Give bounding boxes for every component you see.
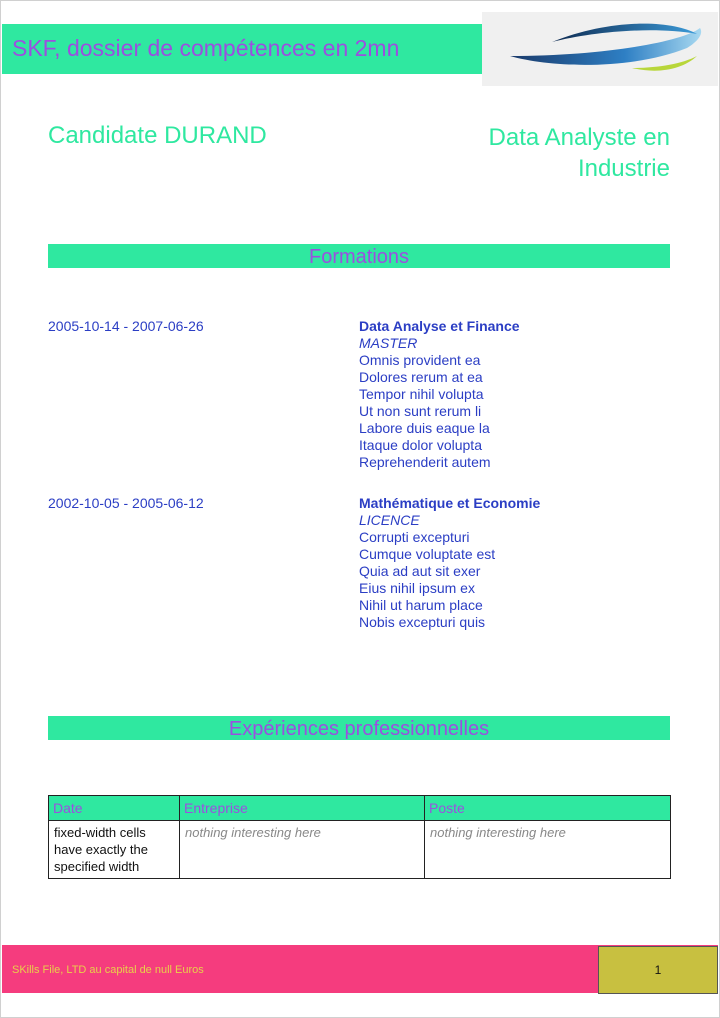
formation-1-line: Itaque dolor volupta <box>359 437 482 453</box>
company-logo <box>482 12 718 86</box>
formation-1-line: Reprehenderit autem <box>359 454 491 470</box>
experience-table-header <box>49 796 671 821</box>
footer-company-text: SKills File, LTD au capital de null Euros <box>12 964 204 976</box>
job-title: Data Analyste en Industrie <box>488 124 670 182</box>
page-number: 1 <box>654 963 662 977</box>
formation-2-degree: LICENCE <box>359 512 420 528</box>
formation-1-line: Ut non sunt rerum li <box>359 403 482 419</box>
formation-1-line: Omnis provident ea <box>359 352 481 368</box>
experience-table <box>48 795 671 879</box>
formation-1-title: Data Analyse et Finance <box>359 318 520 334</box>
section-experiences <box>48 716 670 740</box>
formation-2-line: Quia ad aut sit exer <box>359 563 481 579</box>
formation-2-dates: 2002-10-05 - 2005-06-12 <box>48 495 204 511</box>
formation-1-line: Labore duis eaque la <box>359 420 490 436</box>
formation-1-line: Tempor nihil volupta <box>359 386 484 402</box>
formation-2-line: Nihil ut harum place <box>359 597 483 613</box>
section-formations <box>48 244 670 268</box>
table-row <box>49 821 671 879</box>
logo-swoosh-icon <box>482 12 718 86</box>
formation-2-line: Cumque voluptate est <box>359 546 496 562</box>
formation-2-line: Nobis excepturi quis <box>359 614 486 630</box>
section-formations-title: Formations <box>308 246 410 268</box>
formation-1-degree: MASTER <box>359 335 418 351</box>
candidate-name: Candidate DURAND <box>48 122 267 149</box>
formation-2-title: Mathématique et Economie <box>359 495 541 511</box>
page-number-box <box>598 946 718 994</box>
formation-1-dates: 2005-10-14 - 2007-06-26 <box>48 318 204 334</box>
formation-2 <box>359 495 540 631</box>
cell-entreprise: nothing interesting here <box>180 821 425 879</box>
formation-1 <box>359 318 520 471</box>
column-header-entreprise: Entreprise <box>180 796 425 821</box>
column-header-poste: Poste <box>425 796 671 821</box>
formation-2-line: Corrupti excepturi <box>359 529 470 545</box>
cell-poste: nothing interesting here <box>425 821 671 879</box>
formation-2-line: Eius nihil ipsum ex <box>359 580 475 596</box>
section-experiences-title: Expériences professionnelles <box>228 718 490 740</box>
formation-1-line: Dolores rerum at ea <box>359 369 483 385</box>
column-header-date: Date <box>49 796 180 821</box>
cell-date: fixed-width cells have exactly the specified width <box>49 821 180 879</box>
document-title: SKF, dossier de compétences en 2mn <box>12 35 400 61</box>
